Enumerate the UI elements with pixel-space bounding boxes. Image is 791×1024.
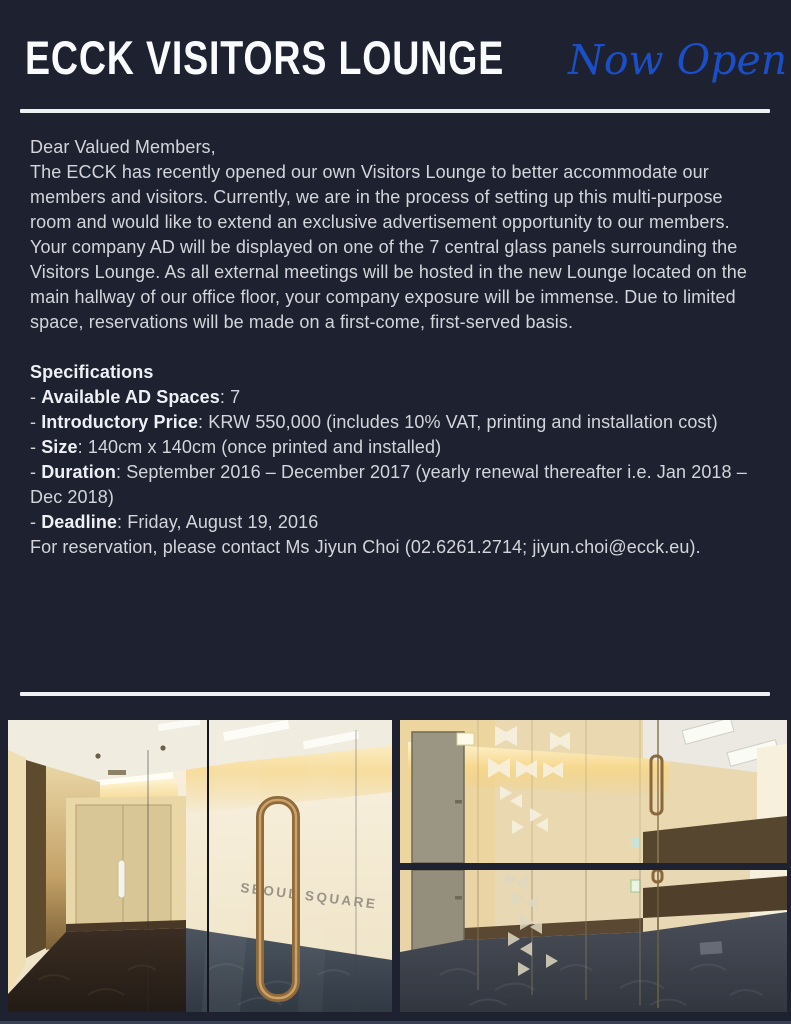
- bullet: -: [30, 437, 42, 457]
- spec-label: Duration: [41, 462, 116, 482]
- exit-sign: [457, 733, 474, 745]
- specifications-section: [30, 360, 761, 535]
- bullet: -: [30, 412, 42, 432]
- top-divider: [20, 109, 770, 113]
- header: [0, 0, 791, 84]
- spec-item-ad-spaces: [30, 385, 761, 410]
- spec-value: Friday, August 19, 2016: [127, 512, 319, 532]
- seoul-square-sign: SEOUL SQUARE: [239, 880, 379, 912]
- spec-value: 140cm x 140cm (once printed and installed): [87, 437, 442, 457]
- salutation: Dear Valued Members,: [30, 137, 216, 157]
- ad-details-paragraph: Your company AD will be displayed on one of the 7 central glass panels surrounding the Visitors Lounge. As all external meetings will be hosted in the new Lounge located on the main hallway of our office floor, your company exposure will be immense. Due to limited space, reservations will be made on a first-come, first-served basis.: [30, 237, 748, 332]
- spec-value: KRW 550,000 (includes 10% VAT, printing and installation cost): [208, 412, 718, 432]
- separator: :: [116, 462, 127, 482]
- small-light: [631, 838, 639, 848]
- separator: :: [117, 512, 128, 532]
- photo-gallery: [8, 720, 787, 1012]
- spec-label: Available AD Spaces: [41, 387, 220, 407]
- glass-wall-photo-bottom: [400, 870, 787, 1012]
- carpet-tile-patch: [700, 941, 723, 955]
- separator: :: [198, 412, 209, 432]
- now-open-label: Now Open: [568, 36, 788, 84]
- office-door: [412, 732, 474, 863]
- right-photo-column: [400, 720, 787, 1012]
- letter-body: [30, 135, 761, 560]
- spec-label: Deadline: [41, 512, 118, 532]
- exit-sign: [631, 880, 640, 892]
- bottom-divider: [20, 692, 770, 696]
- page-title: ECCK VISITORS LOUNGE: [25, 31, 505, 84]
- glass-wall-photo-top: [400, 720, 787, 863]
- sprinkler: [95, 753, 100, 758]
- bullet: -: [30, 512, 42, 532]
- spec-label: Introductory Price: [41, 412, 199, 432]
- separator: :: [77, 437, 88, 457]
- office-door: [412, 870, 464, 952]
- sprinkler: [160, 745, 165, 750]
- spec-item-duration: [30, 460, 761, 510]
- bullet: -: [30, 462, 42, 482]
- back-wall: [66, 796, 186, 932]
- hallway-photo: [8, 720, 392, 1012]
- spec-label: Size: [41, 437, 78, 457]
- intro-paragraph: The ECCK has recently opened our own Visitors Lounge to better accommodate our members and visitors. Currently, we are in the process of setting up this multi-purpose room and would like to extend an exclusive advertisement opportunity to our members.: [30, 162, 730, 232]
- spec-item-size: [30, 435, 761, 460]
- spec-value: 7: [230, 387, 241, 407]
- back-door-handle: [118, 860, 125, 898]
- ceiling-vent: [108, 770, 126, 775]
- bullet: -: [30, 387, 42, 407]
- spec-item-deadline: [30, 510, 761, 535]
- spec-item-price: [30, 410, 761, 435]
- separator: :: [219, 387, 231, 407]
- contact-line: For reservation, please contact Ms Jiyun Choi (02.6261.2714; jiyun.choi@ecck.eu).: [30, 537, 701, 557]
- spec-value: September 2016 – December 2017 (yearly renewal thereafter i.e. Jan 2018 – Dec 2018): [30, 462, 747, 507]
- specifications-heading: Specifications: [30, 362, 154, 382]
